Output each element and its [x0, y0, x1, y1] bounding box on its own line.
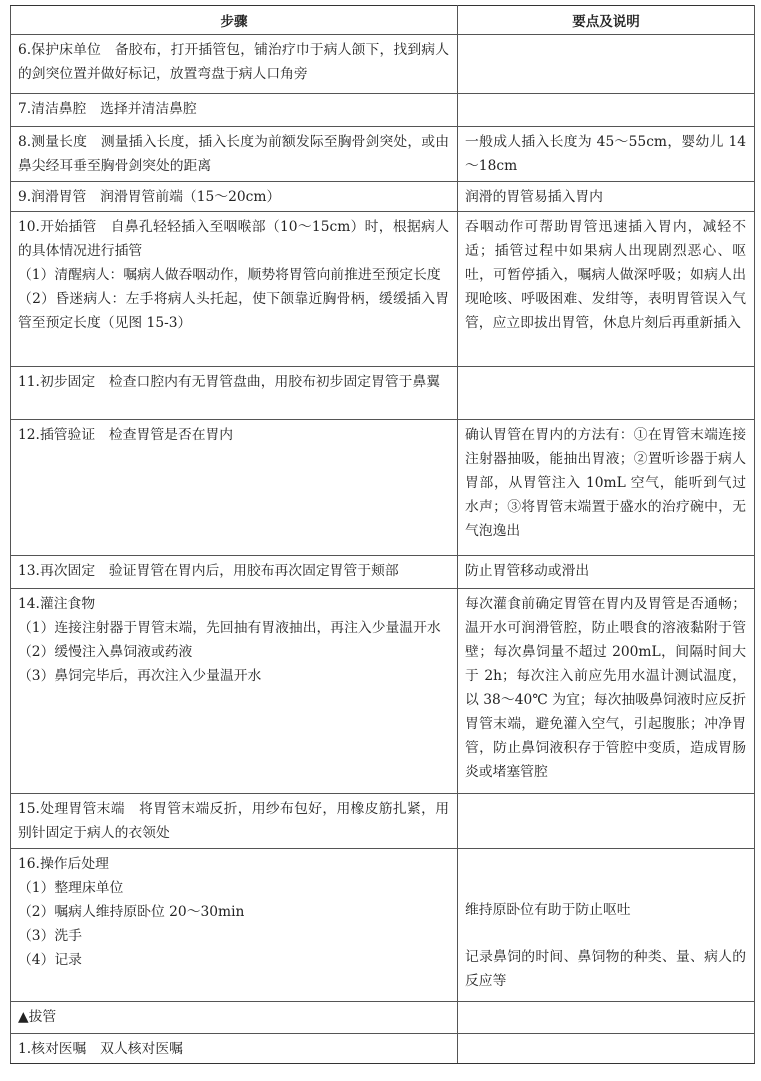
header-notes: 要点及说明 — [458, 6, 755, 35]
step-cell — [11, 589, 458, 794]
step-cell — [11, 794, 458, 849]
note-cell — [458, 35, 755, 94]
note-spacer — [465, 852, 746, 875]
step-text: 11.初步固定 检查口腔内有无胃管盘曲，用胶布初步固定胃管于鼻翼 — [18, 374, 441, 390]
table-row — [11, 182, 755, 212]
section-heading: ▲拔管 — [18, 1009, 57, 1025]
table-row — [11, 1034, 755, 1064]
table-row — [11, 127, 755, 182]
step-text: 6.保护床单位 备胶布，打开插管包，铺治疗巾于病人颌下，找到病人的剑突位置并做好标记，放置弯盘于病人口角旁 — [18, 42, 449, 82]
step-substep: （4）记录 — [18, 952, 82, 968]
note-text: 确认胃管在胃内的方法有：①在胃管末端连接注射器抽吸，能抽出胃液；②置听诊器于病人胃部，从胃管注入 10mL 空气，能听到气过水声；③将胃管末端置于盛水的治疗碗中，无气泡逸出 — [465, 427, 746, 539]
table-row — [11, 367, 755, 420]
note-cell — [458, 367, 755, 420]
step-substep: （1）连接注射器于胃管末端，先回抽有胃液抽出，再注入少量温开水 — [18, 620, 441, 636]
step-text: 1.核对医嘱 双人核对医嘱 — [18, 1041, 183, 1057]
step-text: 15.处理胃管末端 将胃管末端反折，用纱布包好，用橡皮筋扎紧，用别针固定于病人的衣领处 — [18, 801, 449, 841]
table-header-row — [11, 6, 755, 35]
note-cell — [458, 212, 755, 367]
note-cell — [458, 589, 755, 794]
table-row — [11, 1002, 755, 1034]
note-text: 维持原卧位有助于防止呕吐 — [465, 902, 631, 918]
step-cell — [11, 1034, 458, 1064]
step-cell — [11, 94, 458, 127]
step-cell — [11, 1002, 458, 1034]
step-text: 13.再次固定 验证胃管在胃内后，用胶布再次固定胃管于颊部 — [18, 563, 399, 579]
step-cell — [11, 367, 458, 420]
note-cell — [458, 1002, 755, 1034]
step-substep: （1）清醒病人：嘱病人做吞咽动作，顺势将胃管向前推进至预定长度 — [18, 267, 441, 283]
note-cell — [458, 182, 755, 212]
table-row — [11, 94, 755, 127]
note-text: 吞咽动作可帮助胃管迅速插入胃内，减轻不适；插管过程中如果病人出现剧烈恶心、呕吐，可暂停插入，嘱病人做深呼吸；如病人出现呛咳、呼吸困难、发绀等，表明胃管误入气管，应立即拔出胃管，休息片刻后再重新插入 — [465, 219, 746, 331]
step-substep: （3）洗手 — [18, 928, 82, 944]
note-cell — [458, 94, 755, 127]
step-cell — [11, 127, 458, 182]
step-cell — [11, 849, 458, 1002]
note-text: 一般成人插入长度为 45～55cm，婴幼儿 14～18cm — [465, 134, 746, 174]
note-spacer — [465, 922, 746, 945]
note-text: 每次灌食前确定胃管在胃内及胃管是否通畅；温开水可润滑管腔，防止喂食的溶液黏附于管壁；每次鼻饲量不超过 200mL，间隔时间大于 2h；每次注入前应先用水温计测试温度，以 38～40℃ 为宜；每次抽吸鼻饲液时应反折胃管末端，避免灌入空气，引起腹胀；冲净胃管，防止鼻饲液积存于管腔中变质，造成胃肠炎或堵塞管腔 — [465, 596, 746, 780]
step-cell — [11, 556, 458, 589]
note-text: 记录鼻饲的时间、鼻饲物的种类、量、病人的反应等 — [465, 949, 746, 989]
note-cell — [458, 794, 755, 849]
step-substep: （2）昏迷病人：左手将病人头托起，使下颌靠近胸骨柄，缓缓插入胃管至预定长度（见图 15-3） — [18, 291, 449, 331]
procedure-table — [10, 5, 755, 1064]
note-text: 防止胃管移动或滑出 — [465, 563, 590, 579]
table-row — [11, 589, 755, 794]
note-cell — [458, 849, 755, 1002]
step-cell — [11, 182, 458, 212]
step-text: 9.润滑胃管 润滑胃管前端（15～20cm） — [18, 189, 281, 205]
step-cell — [11, 420, 458, 556]
note-cell — [458, 1034, 755, 1064]
note-text: 润滑的胃管易插入胃内 — [465, 189, 603, 205]
note-cell — [458, 556, 755, 589]
step-cell — [11, 212, 458, 367]
step-text: 8.测量长度 测量插入长度，插入长度为前额发际至胸骨剑突处，或由鼻尖经耳垂至胸骨剑突处的距离 — [18, 134, 449, 174]
step-substep: （3）鼻饲完毕后，再次注入少量温开水 — [18, 668, 262, 684]
header-steps: 步骤 — [11, 6, 458, 35]
step-text: 12.插管验证 检查胃管是否在胃内 — [18, 427, 234, 443]
table-row — [11, 212, 755, 367]
table-row — [11, 35, 755, 94]
step-substep: （2）嘱病人维持原卧位 20～30min — [18, 904, 245, 920]
note-cell — [458, 127, 755, 182]
table-row — [11, 849, 755, 1002]
step-substep: （2）缓慢注入鼻饲液或药液 — [18, 644, 193, 660]
step-text: 16.操作后处理 — [18, 856, 109, 872]
step-substep: （1）整理床单位 — [18, 880, 124, 896]
step-text: 7.清洁鼻腔 选择并清洁鼻腔 — [18, 101, 197, 117]
table-row — [11, 556, 755, 589]
table-row — [11, 794, 755, 849]
note-cell — [458, 420, 755, 556]
step-cell — [11, 35, 458, 94]
step-text: 10.开始插管 自鼻孔轻轻插入至咽喉部（10～15cm）时，根据病人的具体情况进行插管 — [18, 219, 449, 259]
note-spacer — [465, 875, 746, 898]
table-row — [11, 420, 755, 556]
step-text: 14.灌注食物 — [18, 596, 96, 612]
